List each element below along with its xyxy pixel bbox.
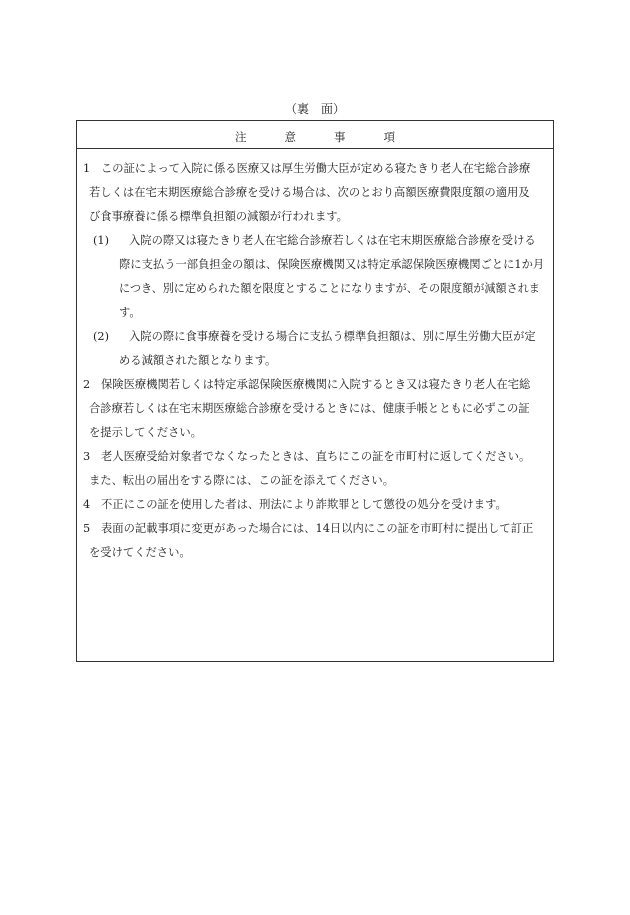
sub-item-1 (83, 229, 547, 325)
box-title-char: 意 (284, 130, 296, 144)
notice-item-3 (83, 445, 547, 493)
box-title (77, 129, 553, 145)
box-title-char: 事 (334, 130, 346, 144)
sub-item-text-line: 際に支払う一部負担金の額は、保険医療機関又は特定承認保険医療機関ごとに1か月 (119, 258, 545, 271)
item-text-line: び食事療養に係る標準負担額の減額が行われます。 (89, 210, 348, 223)
item-number: 4 (83, 498, 91, 511)
item-text-line: 若しくは在宅末期医療総合診療を受ける場合は、次のとおり高額医療費限度額の適用及 (89, 186, 530, 199)
sub-item-text-line: 入院の際に食事療養を受ける場合に支払う標準負担額は、別に厚生労働大臣が定 (129, 330, 536, 343)
item-text-line: また、転出の届出をする際には、この証を添えてください。 (89, 474, 395, 487)
page-side-label: （裏 面） (284, 102, 345, 116)
box-title-char: 注 (235, 130, 247, 144)
sub-item-2 (83, 325, 547, 373)
item-number: 3 (83, 450, 91, 463)
sub-item-text-line: める減額された額となります。 (119, 354, 277, 367)
sub-item-text-line: につき、別に定められた額を限度とすることになりますが、その限度額が減額されま (119, 282, 540, 295)
notice-item-5 (83, 517, 547, 565)
box-title-char: 項 (383, 130, 395, 144)
item-number: 1 (83, 162, 91, 175)
item-text-line: 表面の記載事項に変更があった場合には、14日以内にこの証を市町村に提出して訂正 (101, 522, 534, 535)
sub-item-text-line: 入院の際又は寝たきり老人在宅総合診療若しくは在宅末期医療総合診療を受ける (129, 234, 536, 247)
sub-item-number: (2) (93, 330, 110, 343)
title-divider (77, 148, 553, 149)
item-text-line: 不正にこの証を使用した者は、刑法により詐欺罪として懲役の処分を受けます。 (101, 498, 507, 511)
item-text-line: を提示してください。 (89, 426, 202, 439)
item-text-line: 合診療若しくは在宅末期医療総合診療を受けるときには、健康手帳とともに必ずこの証 (89, 402, 530, 415)
notice-items (83, 157, 547, 565)
notice-item-1 (83, 157, 547, 373)
notice-item-2 (83, 373, 547, 445)
item-text-line: この証によって入院に係る医療又は厚生労働大臣が定める寝たきり老人在宅総合診療 (101, 162, 531, 175)
notice-item-4 (83, 493, 547, 517)
item-text-line: 保険医療機関若しくは特定承認保険医療機関に入院するとき又は寝たきり老人在宅総 (101, 378, 531, 391)
sub-item-text-line: す。 (119, 306, 141, 319)
notice-box (76, 120, 554, 662)
item-text-line: を受けてください。 (89, 546, 191, 559)
sub-item-number: (1) (93, 234, 110, 247)
item-text-line: 老人医療受給対象者でなくなったときは、直ちにこの証を市町村に返してください。 (101, 450, 531, 463)
item-number: 2 (83, 378, 91, 391)
item-number: 5 (83, 522, 91, 535)
